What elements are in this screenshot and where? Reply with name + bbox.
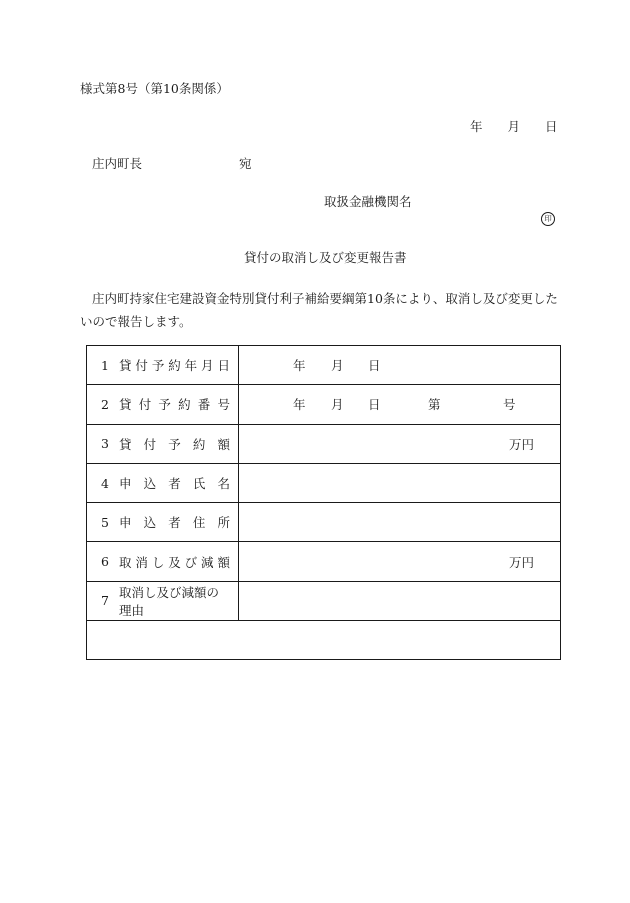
date-day: 日 [545,119,558,134]
row-number: 3 [101,436,109,452]
applicant-address-field[interactable] [239,503,561,542]
reduction-amount-field[interactable]: 万円 [239,542,561,581]
reservation-number-field[interactable]: 年 月 日 第 号 [239,385,561,424]
table-row [87,581,561,620]
row-number: 5 [101,514,109,530]
row-label-cell [87,503,239,542]
body-text: 庄内町持家住宅建設資金特別貸付利子補給要綱第10条により、取消し及び変更したいので報告します。 [80,291,558,329]
table-row [87,542,561,581]
row-label: 貸 付 予 約 年 月 日 [119,358,230,374]
document-title: 貸付の取消し及び変更報告書 [244,250,407,265]
row-number: 4 [101,475,109,491]
reason-field[interactable] [239,581,561,620]
row-number: 2 [101,396,109,412]
seal-mark: 印 [541,212,555,226]
row-label: 貸 付 予 約 番 号 [119,397,230,413]
date-year: 年 [470,119,483,134]
table-row [87,385,561,424]
applicant-name-field[interactable] [239,463,561,502]
row-label-cell [87,542,239,581]
row-number: 6 [101,554,109,570]
row-number: 7 [101,593,109,609]
row-label-cell [87,424,239,463]
table-row [87,503,561,542]
table-row [87,424,561,463]
date-month: 月 [507,119,521,134]
row-label: 申 込 者 住 所 [119,515,230,531]
row-label: 取 消 し 及 び 減 額 [119,554,230,570]
submission-date [470,121,558,134]
row-label-cell [87,346,239,385]
row-number: 1 [101,357,109,373]
table-row [87,463,561,502]
row-label-cell [87,581,239,620]
table-row [87,346,561,385]
form-number: 様式第8号（第10条関係） [80,81,229,96]
row-label: 取消し及び減額の理由 [119,584,220,618]
addressee: 庄内町長 [92,156,143,171]
addressee-suffix: 宛 [239,156,252,171]
bank-name-label: 取扱金融機関名 [324,194,412,209]
row-label-cell [87,463,239,502]
row-label: 貸 付 予 約 額 [119,436,230,452]
report-form-table [86,345,561,660]
row-label-cell [87,385,239,424]
table-row [87,621,561,660]
reservation-date-field[interactable]: 年 月 日 [239,346,561,385]
reason-detail-field[interactable] [87,621,561,660]
reservation-amount-field[interactable]: 万円 [239,424,561,463]
row-label: 申 込 者 氏 名 [119,476,230,492]
